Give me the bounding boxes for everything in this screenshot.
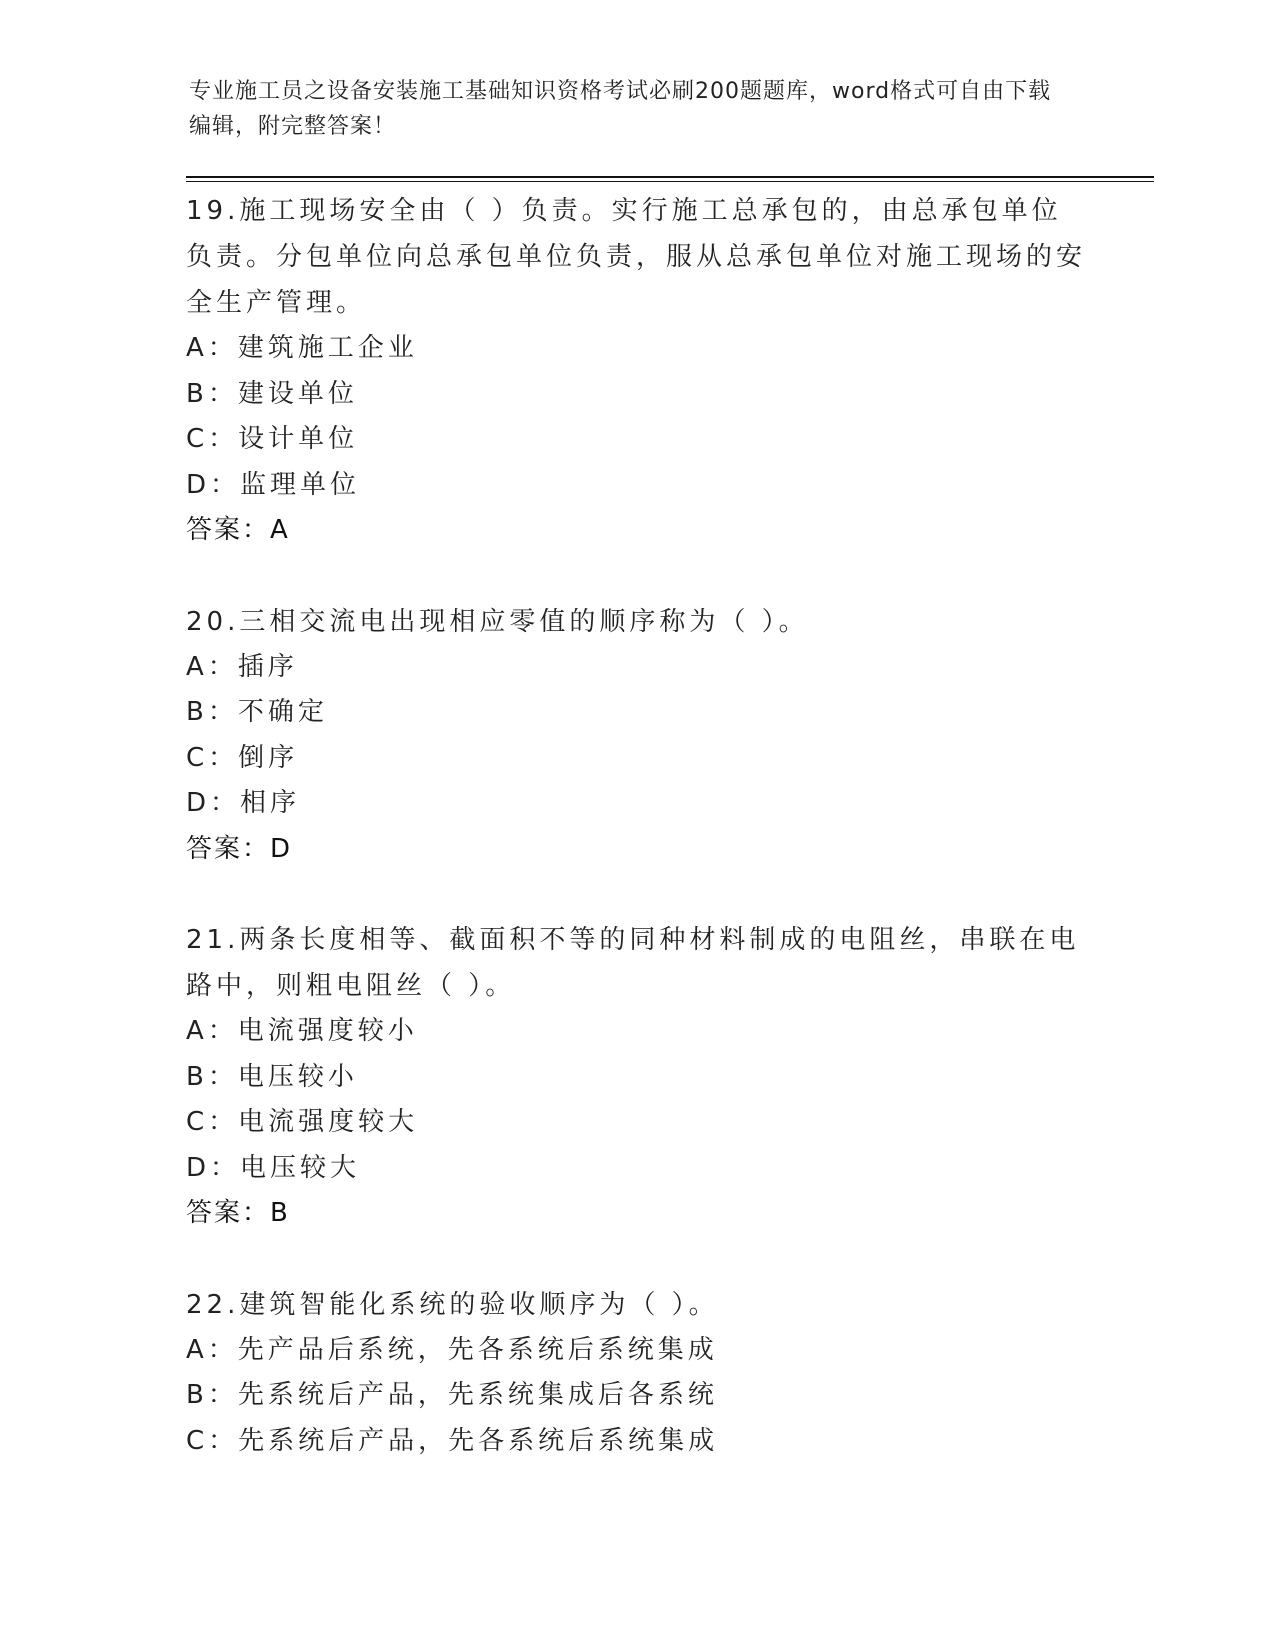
option-d: D：监理单位 <box>186 469 361 500</box>
option-d: D：电压较大 <box>186 1152 361 1183</box>
option-d: D：相序 <box>186 788 301 818</box>
answer-line: 答案：A <box>186 515 290 545</box>
question-stem: 20.三相交流电出现相应零值的顺序称为（ ）。 <box>186 606 809 637</box>
header-divider-thin <box>186 181 1154 182</box>
option-a: A：建筑施工企业 <box>186 333 418 363</box>
question-stem: 21.两条长度相等、截面积不等的同种材料制成的电阻丝，串联在电路中，则粗电阻丝（ ）。 <box>186 925 1080 1001</box>
option-b: B：先系统后产品，先系统集成后各系统 <box>186 1380 718 1410</box>
document-header: 专业施工员之设备安装施工基础知识资格考试必刷200题题库，word格式可自由下载编辑，附完整答案！ <box>189 79 1052 139</box>
option-c: C：先系统后产品，先各系统后系统集成 <box>186 1425 719 1456</box>
option-c: C：电流强度较大 <box>186 1107 419 1137</box>
option-a: A：先产品后系统，先各系统后系统集成 <box>186 1334 718 1365</box>
answer-line: 答案：B <box>186 1198 290 1228</box>
option-b: B：不确定 <box>186 697 328 727</box>
question-stem: 22.建筑智能化系统的验收顺序为（ ）。 <box>186 1289 719 1320</box>
header-divider-thick <box>186 176 1154 178</box>
option-b: B：建设单位 <box>186 378 358 409</box>
question-22 <box>186 1282 1086 1465</box>
question-stem: 19.施工现场安全由（ ）负责。实行施工总承包的，由总承包单位负责。分包单位向总承包单位负责，服从总承包单位对施工现场的安全生产管理。 <box>186 196 1087 318</box>
question-19 <box>186 188 1086 554</box>
answer-line: 答案：D <box>186 833 293 864</box>
question-list <box>186 188 1086 1509</box>
option-c: C：倒序 <box>186 742 299 773</box>
option-c: C：设计单位 <box>186 424 359 454</box>
question-21 <box>186 917 1086 1237</box>
question-20 <box>186 599 1086 873</box>
option-b: B：电压较小 <box>186 1061 358 1092</box>
option-a: A：插序 <box>186 651 298 682</box>
option-a: A：电流强度较小 <box>186 1016 418 1046</box>
